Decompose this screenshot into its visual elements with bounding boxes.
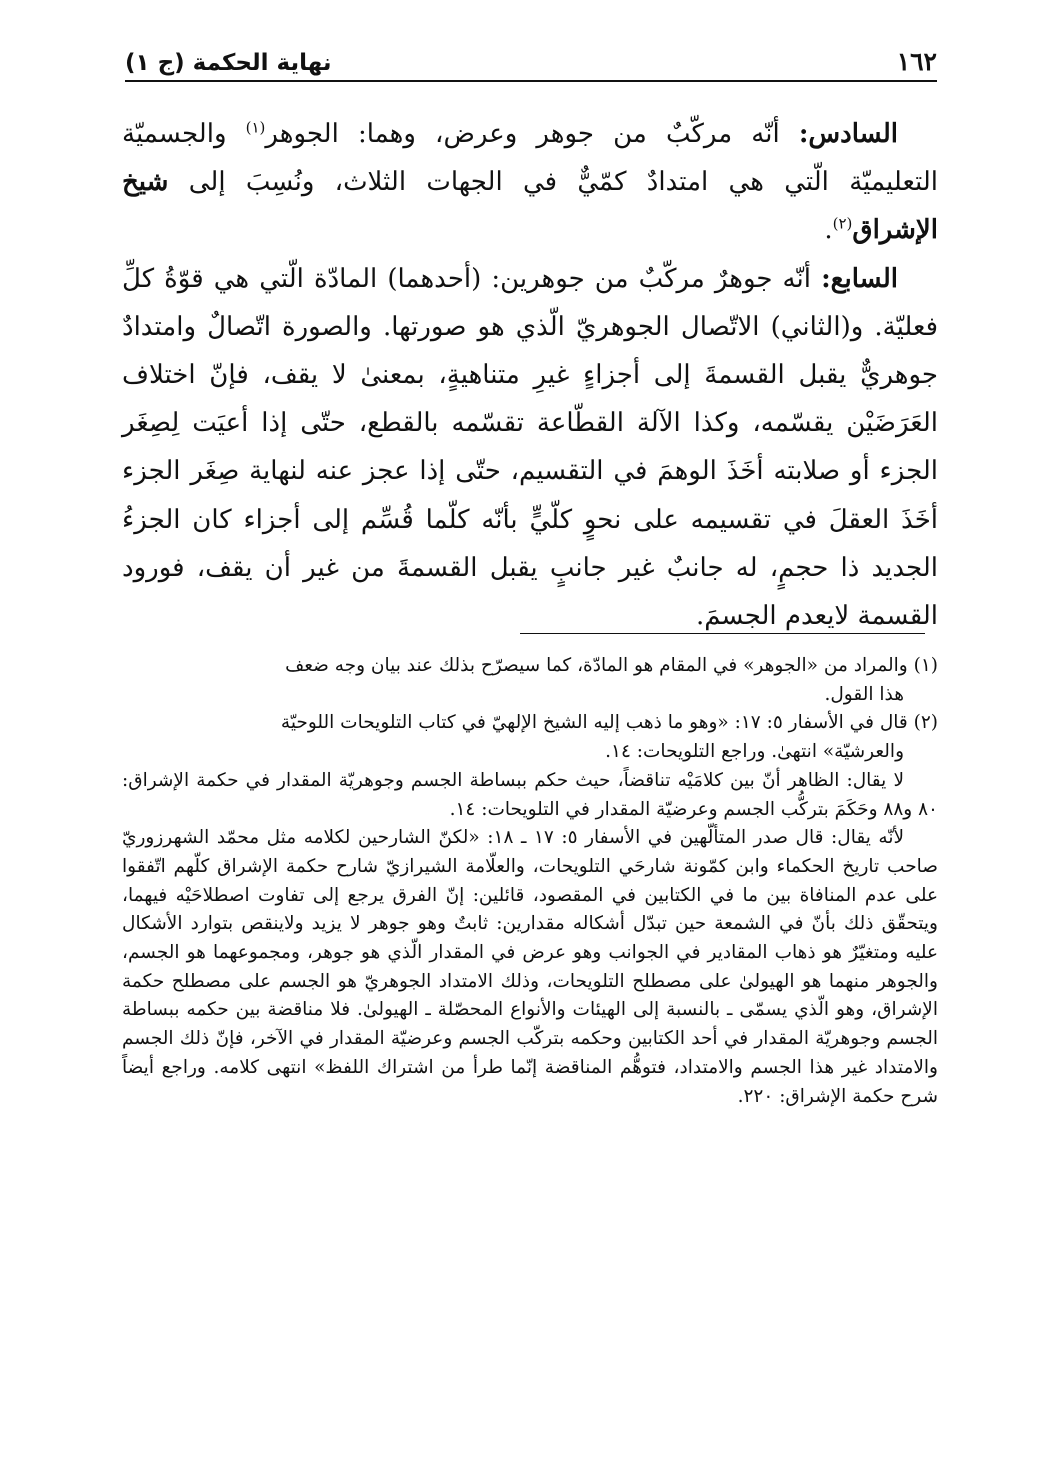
paragraph-text: أنّه مركّبٌ من جوهر وعرض، وهما: الجوهر [265, 119, 799, 149]
footnote-ref-1[interactable]: (١) [245, 118, 266, 137]
footnote-2 [122, 709, 938, 738]
paragraph-lead: السابع: [821, 263, 898, 294]
footnote-text: (١) والمراد من «الجوهر» في المقام هو المادّة، كما سيصرّح بذلك عند بيان وجه ضعف [285, 655, 938, 676]
footnote-1-continuation: هذا القول. [824, 683, 904, 705]
footnote-text: (٢) قال في الأسفار ٥: ١٧: «وهو ما ذهب إليه الشيخ الإلهيّ في كتاب التلويحات اللوحيّة [280, 712, 938, 734]
footnote-separator [520, 633, 925, 634]
running-header [125, 32, 937, 82]
footnote-ref-2[interactable]: (٢) [832, 214, 853, 233]
paragraph-text: أنّه جوهرٌ مركّبٌ من جوهرين: (أحدهما) المادّة الّتي هي قوّةُ كلِّ فعليّة. و(الثاني) الاتّصال الجوهريّ الّذي هو صورتها. والصورة اتّصالٌ وامتدادٌ جوهريٌّ يقبل القسمةَ إلى أجزاءٍ غيرِ متناهيةٍ، بمعنىٰ لا يقف، فإنّ اختلاف العَرَضَيْن يقسّمه، وكذا الآلة القطّاعة تقسّمه بالقطع، حتّى إذا أعيَت لِصِغَر الجزء أو صلابته أخَذَ الوهمَ في التقسيم، حتّى إذا عجز عنه لنهاية صِغَر الجزء أخَذَ العقلَ في تقسيمه على نحوٍ كلّيٍّ بأنّه كلّما قُسِّم إلى أجزاء كان الجزءُ الجديد ذا حجمٍ، له جانبٌ غير جانبٍ يقبل القسمةَ من غير أن يقف، فورود القسمة لايعدم الجسمَ. [122, 263, 938, 632]
footnote-2-continuation: والعرشيّة» انتهىٰ. وراجع التلويحات: ١٤. [605, 741, 904, 763]
paragraph-lead: السادس: [798, 119, 898, 149]
paragraph-seventh [122, 255, 938, 641]
page-number: ١٦٢ [896, 47, 937, 76]
paragraph-text: . [824, 215, 833, 246]
footnotes [122, 652, 938, 1111]
book-title: نهاية الحكمة (ج ١) [125, 50, 332, 76]
footnote-1 [122, 652, 938, 681]
footnote-2-paragraph: لأنّه يقال: قال صدر المتألّهين في الأسفار ٥: ١٧ ـ ١٨: «لكنّ الشارحين لكلامه مثل محمّد الشهرزوريّ صاحب تاريخ الحكماء وابن كمّونة شارحَي التلويحات، والعلّامة الشيرازيّ شارح حكمة الإشراق كلّهم اتّفقوا على عدم المنافاة بين ما في الكتابين في المقصود، قائلين: إنّ الفرق يرجع إلى تفاوت اصطلاحَيْه فيهما، ويتحقّق ذلك بأنّ في الشمعة حين تبدّل أشكاله مقدارين: ثابتٌ وهو جوهر لا يزيد ولاينقص بتوارد الأشكال عليه ومتغيّرٌ هو ذهاب المقادير في الجوانب وهو عرض في المقدار الّذي هو جوهر، ومجموعهما هو الجسم، والجوهر منهما هو الهيولىٰ على مصطلح التلويحات، وذلك الامتداد الجوهريّ هو الجسم على مصطلح حكمة الإشراق، وهو الّذي يسمّى ـ بالنسبة إلى الهيئات والأنواع المحصّلة ـ الهيولىٰ. فلا مناقضة بين حكمه ببساطة الجسم وجوهريّة المقدار في أحد الكتابين وحكمه بتركّب الجسم وعرضيّة المقدار في الآخر، فإنّ ذلك الجسم والامتداد غير هذا الجسم والامتداد، فتوهُّم المناقضة إنّما طرأ من اشتراك اللفظ» انتهى كلامه. وراجع أيضاً شرح حكمة الإشراق: ٢٢٠. [122, 827, 938, 1107]
footnote-2-paragraph: لا يقال: الظاهر أنّ بين كلامَيْه تناقضاً، حيث حكم ببساطة الجسم وجوهريّة المقدار في حكمة الإشراق: ٨٠ و٨٨ وحَكَمَ بتركُّب الجسم وعرضيّة المقدار في التلويحات: ١٤. [122, 769, 938, 820]
paragraph-text: والجسميّة التعليميّة الّتي هي امتدادٌ كمّيٌّ في الجهات الثلاث، ونُسِبَ إلى [122, 119, 938, 198]
bold-name: شيخ الإشراق [122, 167, 938, 246]
paragraph-sixth [122, 110, 938, 255]
main-text [122, 110, 938, 640]
